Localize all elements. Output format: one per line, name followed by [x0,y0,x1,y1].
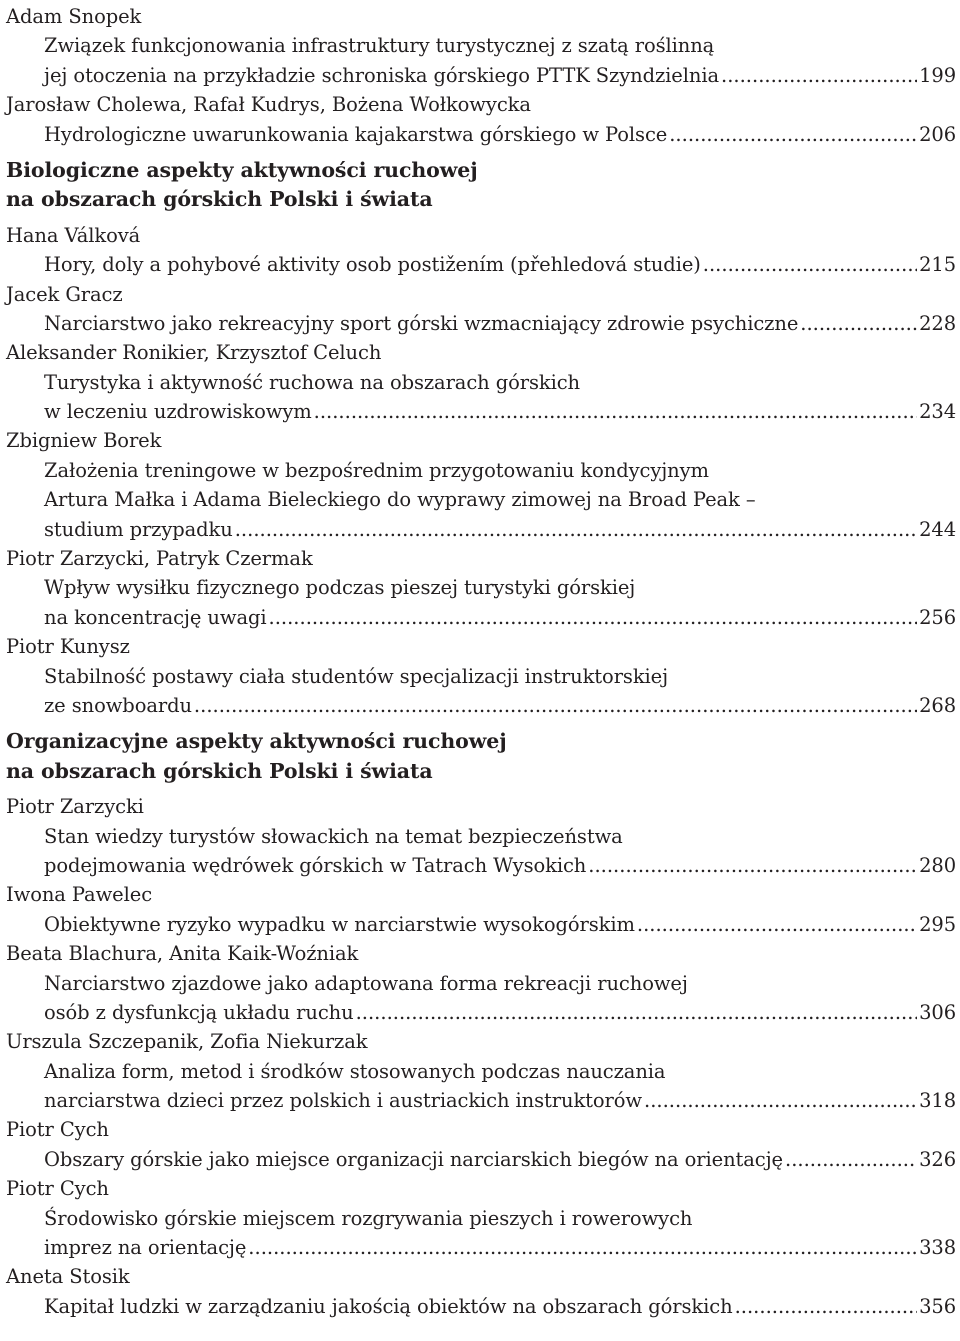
page-number[interactable]: 206 [919,122,956,146]
toc-entry[interactable] [6,632,956,720]
section-heading-line: na obszarach górskich Polski i świata [6,187,433,212]
toc-entry[interactable] [6,221,956,280]
entry-author: Hana Válková [6,223,141,247]
entry-author: Zbigniew Borek [6,429,162,453]
dot-leader [644,1086,917,1115]
toc-entry[interactable] [6,1174,956,1262]
entry-title-line: w leczeniu uzdrowiskowym [44,400,312,424]
entry-title-row [6,851,956,880]
toc-entry[interactable] [6,90,956,149]
dot-leader [703,250,917,279]
entry-title-line: Związek funkcjonowania infrastruktury turystycznej z szatą roślinną [44,34,715,58]
toc-entry[interactable] [6,426,956,544]
entry-title-line: narciarstwa dzieci przez polskich i austriackich instruktorów [44,1089,643,1113]
entry-title-line: ze snowboardu [44,693,192,717]
entry-author: Beata Blachura, Anita Kaik-Woźniak [6,942,359,966]
entry-title-row [6,397,956,426]
dot-leader [785,1145,917,1174]
dot-leader [669,120,917,149]
page-number[interactable]: 244 [919,517,956,541]
entry-title-line: Turystyka i aktywność ruchowa na obszarach górskich [44,370,580,394]
entry-title-line: podejmowania wędrówek górskich w Tatrach Wysokich [44,853,587,877]
entry-title-row [6,998,956,1027]
dot-leader [637,910,917,939]
entry-title-row [6,1086,956,1115]
page-number[interactable]: 295 [919,912,956,936]
entry-title-row [6,910,956,939]
page-number[interactable]: 338 [919,1236,956,1260]
page-number[interactable]: 356 [919,1294,956,1318]
toc-entry[interactable] [6,2,956,90]
entry-title-line: Obszary górskie jako miejsce organizacji narciarskich biegów na orientację [44,1147,783,1171]
entry-title-line: Narciarstwo zjazdowe jako adaptowana forma rekreacji ruchowej [44,971,688,995]
entry-title-row [6,691,956,720]
section-heading-line: Biologiczne aspekty aktywności ruchowej [6,157,478,182]
entry-title-line: na koncentrację uwagi [44,605,267,629]
toc-entry[interactable] [6,939,956,1027]
dot-leader [588,851,917,880]
entry-title-line: Wpływ wysiłku fizycznego podczas pieszej turystyki górskiej [44,576,636,600]
page-number[interactable]: 318 [919,1089,956,1113]
entry-author: Piotr Cych [6,1118,109,1142]
toc-entry[interactable] [6,338,956,426]
section-heading [6,727,956,786]
page-number[interactable]: 256 [919,605,956,629]
entry-title-line: Obiektywne ryzyko wypadku w narciarstwie wysokogórskim [44,912,635,936]
entry-title-row [6,515,956,544]
entry-title-line: Artura Małka i Adama Bieleckiego do wyprawy zimowej na Broad Peak – [44,488,756,512]
entry-author: Jarosław Cholewa, Rafał Kudrys, Bożena Wołkowycka [6,93,531,117]
entry-author: Piotr Zarzycki, Patryk Czermak [6,547,313,571]
page-number[interactable]: 280 [919,853,956,877]
entry-title-line: Stabilność postawy ciała studentów specjalizacji instruktorskiej [44,664,669,688]
page-number[interactable]: 306 [919,1000,956,1024]
entry-author: Aleksander Ronikier, Krzysztof Celuch [6,341,382,365]
toc-entry[interactable] [6,1115,956,1174]
dot-leader [721,61,917,90]
entry-title-line: studium przypadku [44,517,233,541]
dot-leader [194,691,917,720]
section-heading-line: na obszarach górskich Polski i świata [6,758,433,783]
entry-title-line: Środowisko górskie miejscem rozgrywania pieszych i rowerowych [44,1206,693,1230]
toc-entry[interactable] [6,880,956,939]
page-number[interactable]: 215 [919,253,956,277]
toc-entry[interactable] [6,280,956,339]
dot-leader [800,309,917,338]
entry-author: Piotr Zarzycki [6,795,144,819]
entry-author: Piotr Cych [6,1177,109,1201]
section-heading-line: Organizacyjne aspekty aktywności ruchowej [6,729,507,754]
entry-title-row [6,1233,956,1262]
toc-entry[interactable] [6,792,956,880]
dot-leader [269,603,918,632]
dot-leader [235,515,917,544]
entry-title-line: Analiza form, metod i środków stosowanych podczas nauczania [44,1059,666,1083]
entry-title-row [6,1145,956,1174]
page-number[interactable]: 234 [919,400,956,424]
entry-title-line: Narciarstwo jako rekreacyjny sport górski wzmacniający zdrowie psychiczne [44,311,799,335]
entry-title-line: Hory, doly a pohybové aktivity osob postižením (přehledová studie) [44,253,701,277]
toc-entry[interactable] [6,1262,956,1321]
entry-author: Piotr Kunysz [6,635,130,659]
toc-entry[interactable] [6,544,956,632]
section-heading [6,156,956,215]
entry-title-line: osób z dysfunkcją układu ruchu [44,1000,354,1024]
dot-leader [356,998,918,1027]
entry-author: Jacek Gracz [6,282,123,306]
toc-entry[interactable] [6,1027,956,1115]
dot-leader [248,1233,917,1262]
entry-title-row [6,309,956,338]
entry-title-row [6,1292,956,1321]
entry-author: Iwona Pawelec [6,883,153,907]
entry-title-line: Hydrologiczne uwarunkowania kajakarstwa górskiego w Polsce [44,122,668,146]
entry-author: Aneta Stosik [6,1265,130,1289]
entry-title-row [6,603,956,632]
entry-title-line: Założenia treningowe w bezpośrednim przygotowaniu kondycyjnym [44,458,709,482]
page-number[interactable]: 199 [919,63,956,87]
entry-title-row [6,250,956,279]
page-number[interactable]: 326 [919,1147,956,1171]
entry-title-line: Kapitał ludzki w zarządzaniu jakością obiektów na obszarach górskich [44,1294,733,1318]
page-number[interactable]: 268 [919,693,956,717]
entry-title-row [6,120,956,149]
page-number[interactable]: 228 [919,311,956,335]
dot-leader [314,397,917,426]
entry-author: Adam Snopek [6,5,142,28]
entry-title-line: Stan wiedzy turystów słowackich na temat bezpieczeństwa [44,824,623,848]
entry-title-line: imprez na orientację [44,1236,247,1260]
entry-author: Urszula Szczepanik, Zofia Niekurzak [6,1030,368,1054]
entry-title-row [6,61,956,90]
entry-title-line: jej otoczenia na przykładzie schroniska górskiego PTTK Szyndzielnia [44,63,719,87]
dot-leader [735,1292,918,1321]
